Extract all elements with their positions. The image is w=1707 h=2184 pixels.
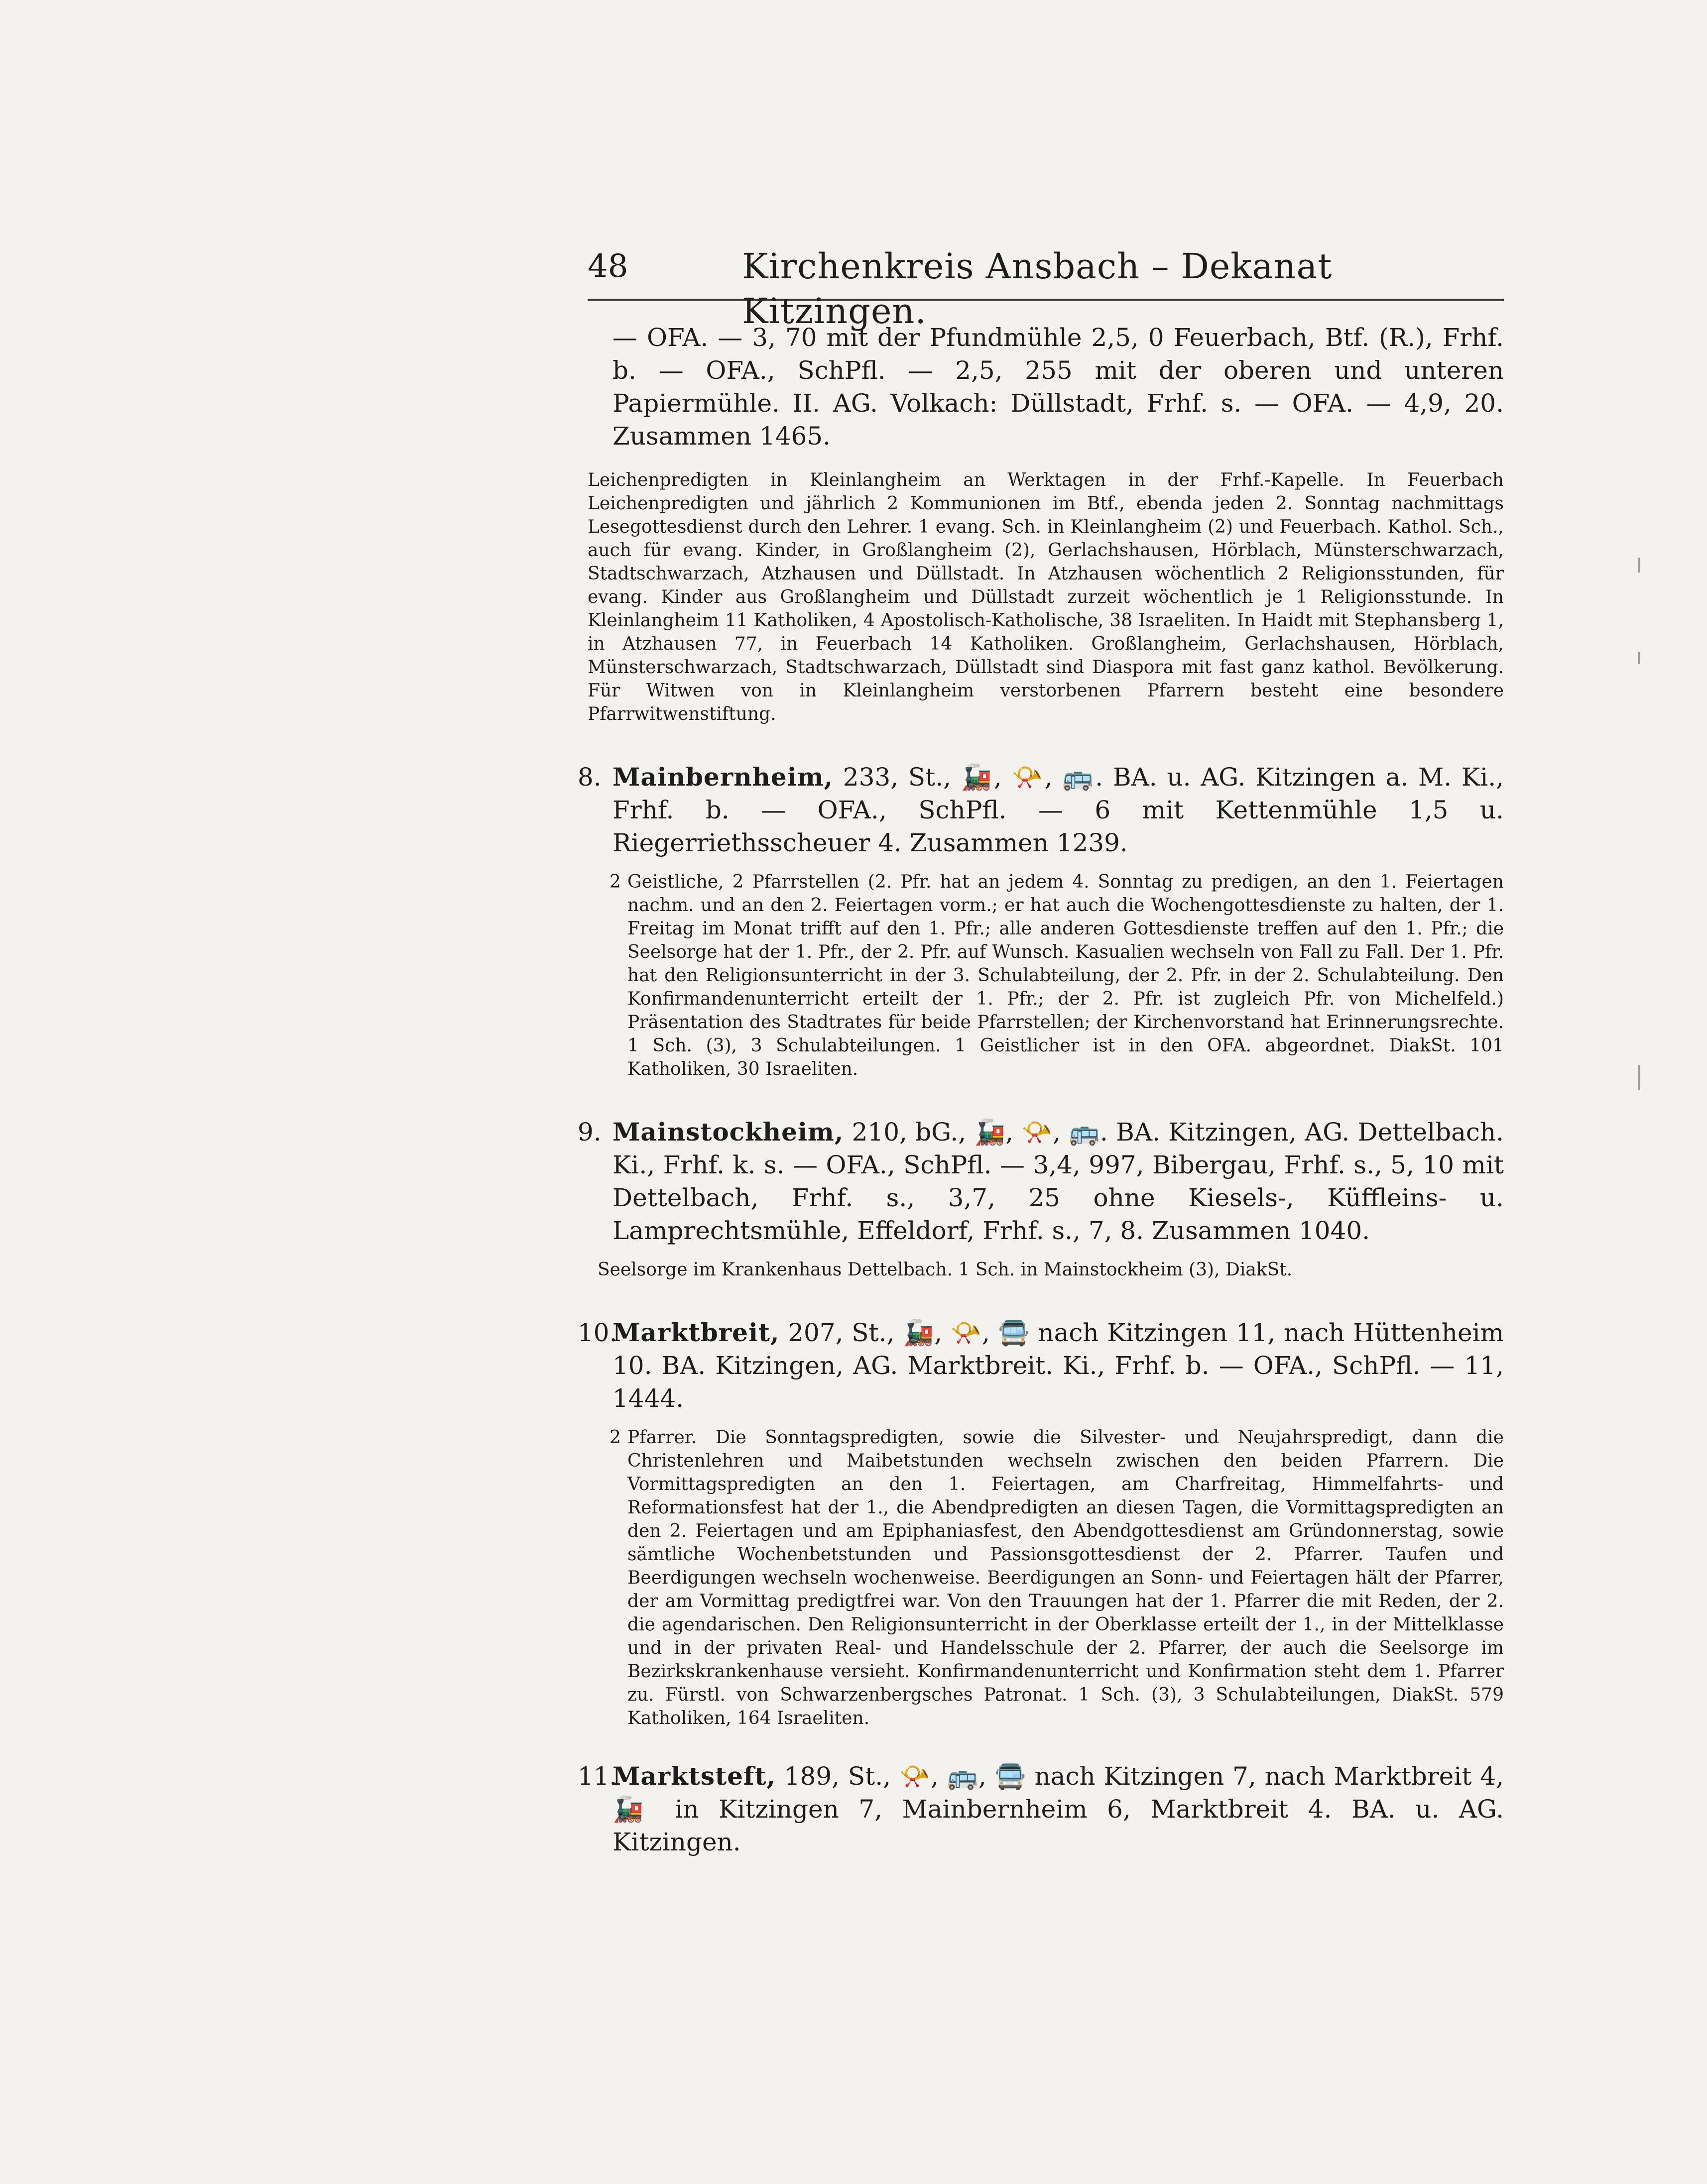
entry-marktbreit xyxy=(578,1316,1504,1730)
entry-number: 10. xyxy=(578,1318,617,1347)
note-text: Geistliche, 2 Pfarrstellen (2. Pfr. hat an jedem 4. Sonntag zu predigen, an den 1. Feiertagen nachm. und an den 2. Feiertagen vorm.; er hat auch die Wochengottesdienste zu halten, der 1. Freitag im Monat trifft auf den 1. Pfr.; alle anderen Gottesdienste treffen auf den 1. Pfr.; die Seelsorge hat der 1. Pfr., der 2. Pfr. auf Wunsch. Kasualien wechseln von Fall zu Fall. Der 1. Pfr. hat den Religionsunterricht in der 3. Schulabteilung, der 2. Pfr. in der 2. Schulabteilung. Den Konfirmandenunterricht erteilt der 1. Pfr.; der 2. Pfr. ist zugleich Pfr. von Michelfeld.) Präsentation des Stadtrates für beide Pfarrstellen; der Kirchenvorstand hat Erinnerungsrechte. 1 Sch. (3), 3 Schulabteilungen. 1 Geistlicher ist in den OFA. abgeordnet. DiakSt. 101 Katholiken, 30 Israeliten. xyxy=(627,872,1504,1079)
continuation-text: — OFA. — 3, 70 mit der Pfundmühle 2,5, 0 Feuerbach, Btf. (R.), Frhf. b. — OFA., SchPfl. — 2,5, 255 mit der oberen und unteren Papiermühle. II. AG. Volkach: Düllstadt, Frhf. s. — OFA. — 4,9, 20. Zusammen 1465. xyxy=(612,323,1504,451)
entry-note xyxy=(612,870,1504,1081)
entry-mainbernheim xyxy=(578,761,1504,1081)
entry-mainstockheim xyxy=(578,1116,1504,1281)
entry-body: 207, St., 🚂, 📯, 🚍 nach Kitzingen 11, nach Hüttenheim 10. BA. Kitzingen, AG. Marktbreit. Ki., Frhf. b. — OFA., SchPfl. — 11, 1444. xyxy=(612,1318,1504,1413)
entry-body: 233, St., 🚂, 📯, 🚌. BA. u. AG. Kitzingen a. M. Ki., Frhf. b. — OFA., SchPfl. — 6 mit Kettenmühle 1,5 u. Riegerriethsscheuer 4. Zusammen 1239. xyxy=(612,763,1504,857)
entry-number: 8. xyxy=(578,763,602,792)
scan-mark xyxy=(1638,558,1640,573)
note-text: Seelsorge im Krankenhaus Dettelbach. 1 Sch. in Mainstockheim (3), DiakSt. xyxy=(598,1260,1293,1280)
page-header xyxy=(588,244,1504,332)
entry-note xyxy=(598,1258,1504,1281)
entry-name: Mainbernheim, xyxy=(612,762,834,792)
entry-text xyxy=(612,1760,1504,1858)
entry-body: 189, St., 📯, 🚌, 🚍 nach Kitzingen 7, nach Marktbreit 4, 🚂 in Kitzingen 7, Mainbernheim 6, Marktbreit 4. BA. u. AG. Kitzingen. xyxy=(612,1762,1504,1856)
entry-name: Marktbreit, xyxy=(612,1318,780,1347)
note-count: 2 xyxy=(610,1427,621,1448)
continuation-note: Leichenpredigten in Kleinlangheim an Werktagen in der Frhf.-Kapelle. In Feuerbach Leichenpredigten und jährlich 2 Kommunionen im Btf., ebenda jeden 2. Sonntag nachmittags Lesegottesdienst durch den Lehrer. 1 evang. Sch. in Kleinlangheim (2) und Feuerbach. Kathol. Sch., auch für evang. Kinder, in Großlangheim (2), Gerlachshausen, Hörblach, Münsterschwarzach, Stadtschwarzach, Atzhausen und Düllstadt. In Atzhausen wöchentlich 2 Religionsstunden, für evang. Kinder aus Großlangheim und Düllstadt zurzeit wöchentlich je 1 Religionsstunde. In Kleinlangheim 11 Katholiken, 4 Apostolisch-Katholische, 38 Israeliten. In Haidt mit Stephansberg 1, in Atzhausen 77, in Feuerbach 14 Katholiken. Großlangheim, Gerlachshausen, Hörblach, Münsterschwarzach, Stadtschwarzach, Düllstadt sind Diaspora mit fast ganz kathol. Bevölkerung. Für Witwen von in Kleinlangheim verstorbenen Pfarrern besteht eine besondere Pfarrwitwenstiftung. xyxy=(588,470,1504,724)
scan-mark xyxy=(1638,652,1640,664)
entry-text xyxy=(612,1116,1504,1247)
entry-text xyxy=(612,761,1504,859)
page-content xyxy=(578,321,1504,1858)
entry-name: Mainstockheim, xyxy=(612,1117,844,1147)
entry-number: 11. xyxy=(578,1762,617,1791)
scan-mark xyxy=(1638,1065,1640,1090)
page-number: 48 xyxy=(588,248,628,285)
entry-body: 210, bG., 🚂, 📯, 🚌. BA. Kitzingen, AG. Dettelbach. Ki., Frhf. k. s. — OFA., SchPfl. — 3,4, 997, Bibergau, Frhf. s., 5, 10 mit Dettelbach, Frhf. s., 3,7, 25 ohne Kiesels-, Küffleins- u. Lamprechtsmühle, Effeldorf, Frhf. s., 7, 8. Zusammen 1040. xyxy=(612,1118,1504,1245)
running-title: Kirchenkreis Ansbach – Dekanat Kitzingen. xyxy=(742,246,1333,332)
note-text: Pfarrer. Die Sonntagspredigten, sowie die Silvester- und Neujahrspredigt, dann die Christenlehren und Maibetstunden wechseln zwischen den beiden Pfarrern. Die Vormittagspredigten an den 1. Feiertagen, am Charfreitag, Himmelfahrts- und Reformationsfest hat der 1., die Abendpredigten an diesen Tagen, die Vormittagspredigten an den 2. Feiertagen und am Epiphaniasfest, den Abendgottesdienst am Gründonnerstag, sowie sämtliche Wochenbetstunden und Passionsgottesdienst der 2. Pfarrer. Taufen und Beerdigungen wechseln wochenweise. Beerdigungen an Sonn- und Feiertagen hält der Pfarrer, der am Vormittag predigtfrei war. Von den Trauungen hat der 1. Pfarrer die mit Reden, der 2. die agendarischen. Den Religionsunterricht in der Oberklasse erteilt der 1., in der Mittelklasse und in der privaten Real- und Handelsschule der 2. Pfarrer, der auch die Seelsorge im Bezirkskrankenhause versieht. Konfirmandenunterricht und Konfirmation steht dem 1. Pfarrer zu. Fürstl. von Schwarzenbergsches Patronat. 1 Sch. (3), 3 Schulabteilungen, DiakSt. 579 Katholiken, 164 Israeliten. xyxy=(627,1427,1504,1728)
note-count: 2 xyxy=(610,872,621,892)
entry-name: Marktsteft, xyxy=(612,1761,776,1791)
entry-marktsteft xyxy=(578,1760,1504,1858)
entry-note xyxy=(612,1426,1504,1730)
entry-text xyxy=(612,1316,1504,1415)
entry-number: 9. xyxy=(578,1118,602,1147)
